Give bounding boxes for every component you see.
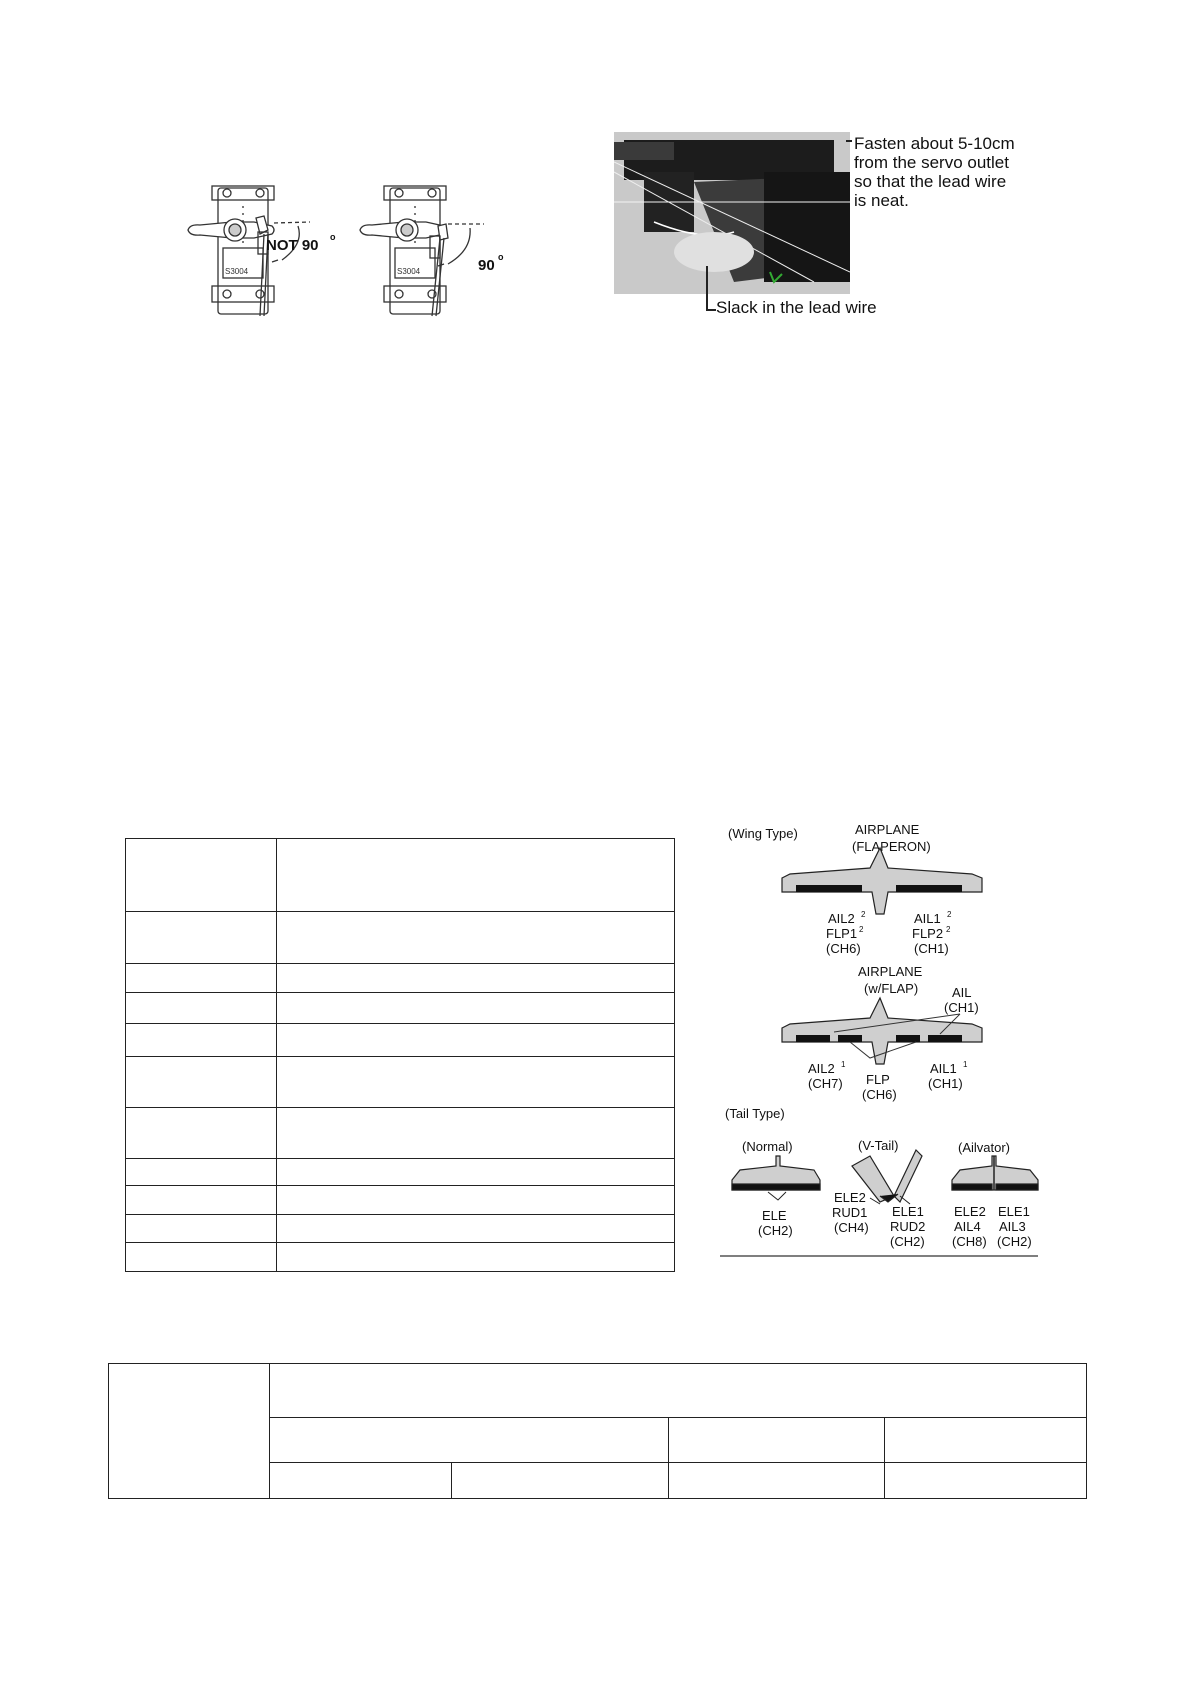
ailvator-right-3: (CH2)	[997, 1234, 1032, 1249]
table-row	[126, 912, 675, 964]
normal-ele-1: ELE	[762, 1208, 787, 1223]
vtail-label: (V-Tail)	[858, 1138, 899, 1153]
callout-line-bottom-v	[706, 266, 708, 310]
fasten-note-line-3: so that the lead wire	[854, 172, 1007, 191]
wflap-flp-2: (CH6)	[862, 1087, 897, 1102]
label-not-90: NOT 90	[266, 237, 319, 254]
slack-note: Slack in the lead wire	[716, 298, 877, 317]
flaperon-left-sup-2: 2	[859, 925, 864, 934]
photo-shapes	[614, 132, 850, 294]
ailvator-left-2: AIL4	[954, 1219, 981, 1234]
normal-ele-2: (CH2)	[758, 1223, 793, 1238]
ailvator-left-1: ELE2	[954, 1204, 986, 1219]
wflap-left-2: (CH7)	[808, 1076, 843, 1091]
table-row	[109, 1364, 1087, 1418]
ailvator-right-1: ELE1	[998, 1204, 1030, 1219]
servo-right-angle	[360, 186, 484, 316]
vtail-right-3: (CH2)	[890, 1234, 925, 1249]
table-row	[126, 1243, 675, 1272]
degree-sign-wrong: o	[330, 232, 336, 242]
table-row	[126, 1186, 675, 1215]
servo-model-text-2: S3004	[397, 267, 421, 276]
vtail-left-1: ELE2	[834, 1190, 866, 1205]
ailvator-right-2: AIL3	[999, 1219, 1026, 1234]
ailvator-tail-shape	[952, 1156, 1038, 1190]
wflap-left-sup: 1	[841, 1060, 846, 1069]
table-row	[126, 1057, 675, 1108]
table-row	[126, 1215, 675, 1243]
label-90: 90	[478, 257, 495, 274]
wing-type-label: (Wing Type)	[728, 826, 798, 841]
normal-label: (Normal)	[742, 1139, 793, 1154]
table-row	[126, 1024, 675, 1057]
wflap-right-sup: 1	[963, 1060, 968, 1069]
fasten-note	[854, 134, 1015, 210]
table-row	[126, 964, 675, 993]
normal-tail-shape	[732, 1156, 820, 1200]
callout-line-bottom-h	[706, 309, 716, 311]
vtail-left-2: RUD1	[832, 1205, 868, 1220]
table-row	[126, 1159, 675, 1186]
flaperon-title-1: AIRPLANE	[855, 822, 920, 837]
flaperon-left-2: FLP1	[826, 926, 858, 941]
vtail-left-3: (CH4)	[834, 1220, 869, 1235]
channel-table	[125, 838, 675, 1272]
tail-type-label: (Tail Type)	[725, 1106, 785, 1121]
fasten-note-line-4: is neat.	[854, 191, 909, 210]
fasten-note-line-1: Fasten about 5-10cm	[854, 134, 1015, 153]
degree-sign-right: o	[498, 252, 504, 262]
airplane-wing-tail-diagram	[720, 818, 1050, 1268]
wflap-right-1: AIL1	[930, 1061, 957, 1076]
wflap-title-2: (w/FLAP)	[864, 981, 919, 996]
flaperon-right-sup-2: 2	[946, 925, 951, 934]
fasten-note-line-2: from the servo outlet	[854, 153, 1009, 172]
wflap-ail-2: (CH1)	[944, 1000, 979, 1015]
callout-line-top	[846, 140, 852, 142]
flaperon-title-2: (FLAPERON)	[852, 839, 931, 854]
wflap-title-1: AIRPLANE	[858, 964, 923, 979]
bottom-table	[108, 1363, 1087, 1499]
vtail-right-2: RUD2	[890, 1219, 926, 1234]
table-row	[126, 1108, 675, 1159]
servo-horn-diagram	[180, 178, 560, 320]
ailvator-label: (Ailvator)	[958, 1140, 1011, 1155]
flaperon-wing-shape	[782, 848, 982, 914]
flaperon-right-1: AIL1	[914, 911, 941, 926]
wflap-left-1: AIL2	[808, 1061, 835, 1076]
flaperon-right-sup: 2	[947, 910, 952, 919]
table-row	[126, 993, 675, 1024]
flaperon-left-3: (CH6)	[826, 941, 861, 956]
wflap-right-2: (CH1)	[928, 1076, 963, 1091]
flaperon-left-sup: 2	[861, 910, 866, 919]
flaperon-right-3: (CH1)	[914, 941, 949, 956]
flaperon-left-1: AIL2	[828, 911, 855, 926]
servo-model-text: S3004	[225, 267, 249, 276]
flaperon-right-2: FLP2	[912, 926, 944, 941]
wflap-flp-1: FLP	[866, 1072, 890, 1087]
vtail-right-1: ELE1	[892, 1204, 924, 1219]
ailvator-left-3: (CH8)	[952, 1234, 987, 1249]
table-row	[126, 839, 675, 912]
wflap-ail-1: AIL	[952, 985, 972, 1000]
lead-wire-photo	[614, 132, 850, 294]
